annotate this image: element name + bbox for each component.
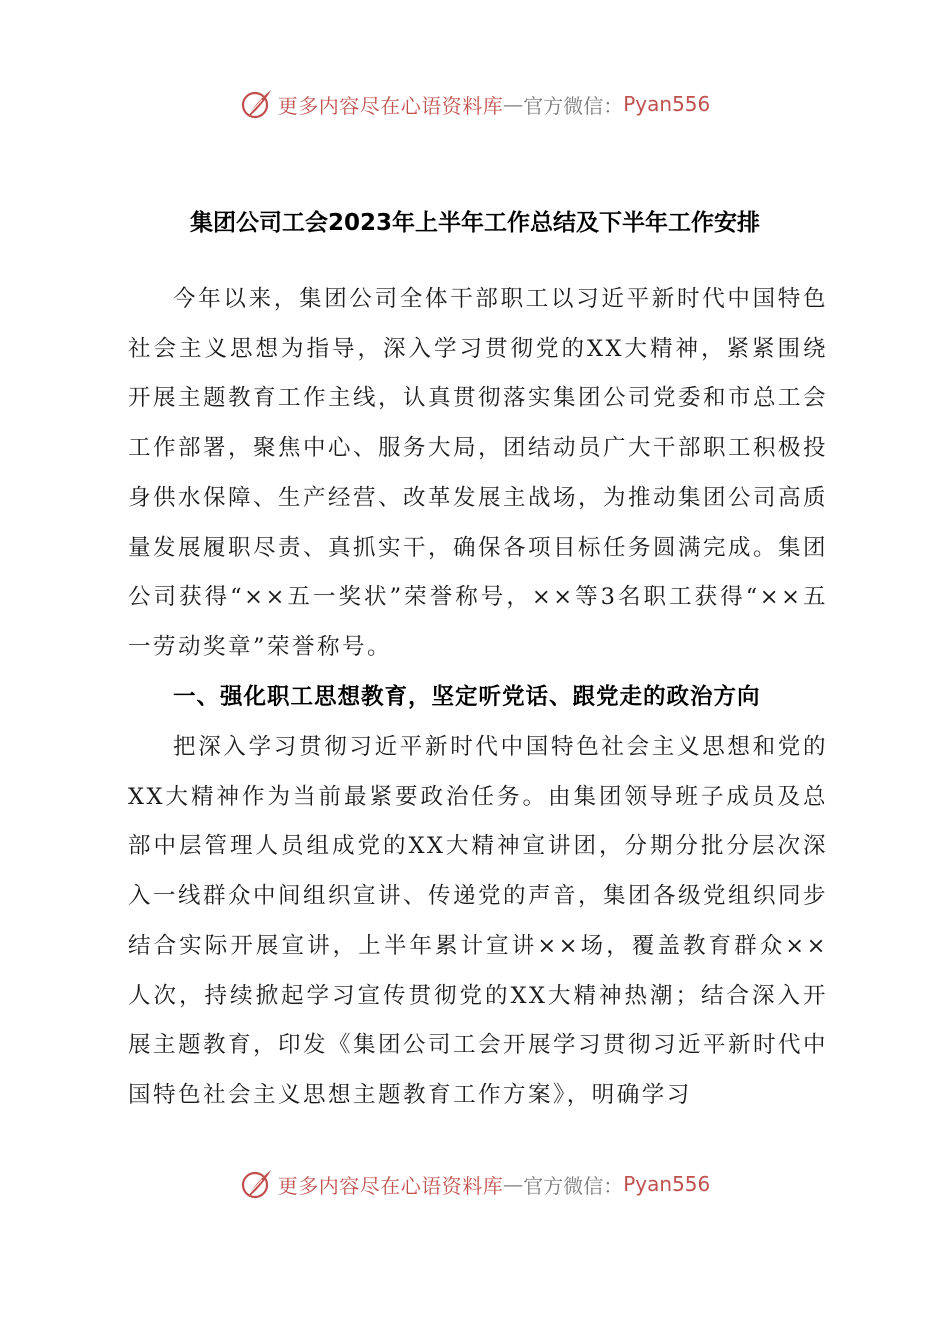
banner-wechat-label: 官方微信： (523, 93, 624, 118)
banner-brand-text: 更多内容尽在心语资料库 (277, 93, 504, 118)
banner-dash: — (503, 92, 524, 116)
banner-brand-text: 更多内容尽在心语资料库 (277, 1173, 504, 1198)
watermark-banner-bottom (0, 1164, 950, 1204)
banner-wechat-id: Pyan556 (623, 1172, 711, 1196)
banner-wechat-label: 官方微信： (523, 1173, 624, 1198)
section-heading-1: 一、强化职工思想教育，坚定听党话、跟党走的政治方向 (173, 684, 761, 710)
banner-dash: — (503, 1172, 524, 1196)
body-paragraph-section1: 把深入学习贯彻习近平新时代中国特色社会主义思想和党的XX大精神作为当前最紧要政治任务。由集团领导班子成员及总部中层管理人员组成党的XX大精神宣讲团，分期分批分层次深入一线群众中间组织宣讲、传递党的声音，集团各级党组织同步结合实际开展宣讲，上半年累计宣讲××场，覆盖教育群众××人次，持续掀起学习宣传贯彻党的XX大精神热潮；结合深入开展主题教育，印发《集团公司工会开展学习贯彻习近平新时代中国特色社会主义思想主题教育工作方案》，明确学习 (128, 734, 829, 1108)
body-paragraph-intro: 今年以来，集团公司全体干部职工以习近平新时代中国特色社会主义思想为指导，深入学习贯彻党的XX大精神，紧紧围绕开展主题教育工作主线，认真贯彻落实集团公司党委和市总工会工作部署，聚焦中心、服务大局，团结动员广大干部职工积极投身供水保障、生产经营、改革发展主战场，为推动集团公司高质量发展履职尽责、真抓实干，确保各项目标任务圆满完成。集团公司获得“××五一奖状”荣誉称号，××等3名职工获得“××五一劳动奖章”荣誉称号。 (128, 286, 829, 660)
document-title: 集团公司工会2023年上半年工作总结及下半年工作安排 (189, 210, 760, 236)
quill-pen-logo-icon (240, 1167, 274, 1201)
banner-wechat-id: Pyan556 (623, 92, 711, 116)
watermark-banner-top (0, 84, 950, 124)
quill-pen-logo-icon (240, 87, 274, 121)
